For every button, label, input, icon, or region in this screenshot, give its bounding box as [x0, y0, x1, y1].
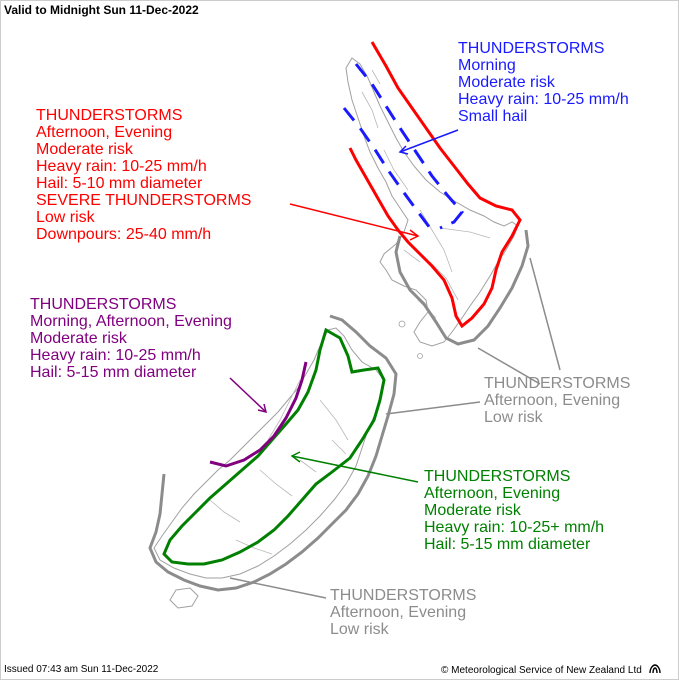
area-text-line: Moderate risk [30, 330, 127, 347]
blue-area [344, 64, 462, 228]
area-text-line: THUNDERSTORMS [30, 296, 177, 313]
purple-arrow [230, 378, 266, 412]
area-text-line: THUNDERSTORMS [484, 375, 631, 392]
small-island [399, 321, 405, 327]
green-area-text [424, 468, 604, 553]
area-text-line: Heavy rain: 10-25+ mm/h [424, 519, 605, 536]
stewart-island [170, 588, 198, 608]
area-text-line: THUNDERSTORMS [458, 40, 605, 57]
area-text-line: Afternoon, Evening [424, 485, 561, 502]
copyright [441, 664, 661, 676]
area-text-line: THUNDERSTORMS [36, 107, 183, 124]
area-text-line: Low risk [330, 621, 389, 638]
area-text-line: Heavy rain: 10-25 mm/h [30, 347, 201, 364]
area-text-line: SEVERE THUNDERSTORMS [36, 192, 252, 209]
grey-ni-arrow-2 [530, 258, 560, 370]
small-island [418, 354, 423, 359]
area-text-line: Morning, Afternoon, Evening [30, 313, 232, 330]
metservice-logo-icon [649, 664, 661, 674]
area-text-line: Small hail [458, 108, 528, 125]
area-text-line: Moderate risk [458, 74, 555, 91]
area-text-line: Morning [458, 57, 516, 74]
area-text-line: Hail: 5-15 mm diameter [30, 364, 197, 381]
green-arrow [292, 456, 418, 482]
blue-area-text [458, 40, 629, 125]
area-text-line: Low risk [484, 409, 543, 426]
area-text-line: Heavy rain: 10-25 mm/h [458, 91, 629, 108]
area-text-line: Moderate risk [36, 141, 133, 158]
area-text-line: Hail: 5-15 mm diameter [424, 536, 591, 553]
red-arrow [290, 204, 418, 236]
issued-time: Issued 07:43 am Sun 11-Dec-2022 [4, 664, 159, 675]
area-text-line: Hail: 5-10 mm diameter [36, 175, 203, 192]
copyright-text: © Meteorological Service of New Zealand Ltd [441, 665, 642, 676]
red-area-text [36, 107, 251, 243]
area-text-line: THUNDERSTORMS [330, 587, 477, 604]
valid-period: Valid to Midnight Sun 11-Dec-2022 [4, 3, 199, 17]
area-text-line: Heavy rain: 10-25 mm/h [36, 158, 207, 175]
grey-si-area-text [330, 587, 476, 638]
grey-si-arrow [230, 578, 326, 598]
area-text-line: Low risk [36, 209, 95, 226]
area-text-line: THUNDERSTORMS [424, 468, 571, 485]
area-text-line: Downpours: 25-40 mm/h [36, 226, 212, 243]
area-text-line: Moderate risk [424, 502, 521, 519]
purple-area-text [30, 296, 232, 381]
area-text-line: Afternoon, Evening [330, 604, 467, 621]
area-text-line: Afternoon, Evening [484, 392, 621, 409]
grey-ni-area-text [484, 375, 630, 426]
area-text-line: Afternoon, Evening [36, 124, 173, 141]
grey-ni-arrow-3 [386, 402, 480, 414]
